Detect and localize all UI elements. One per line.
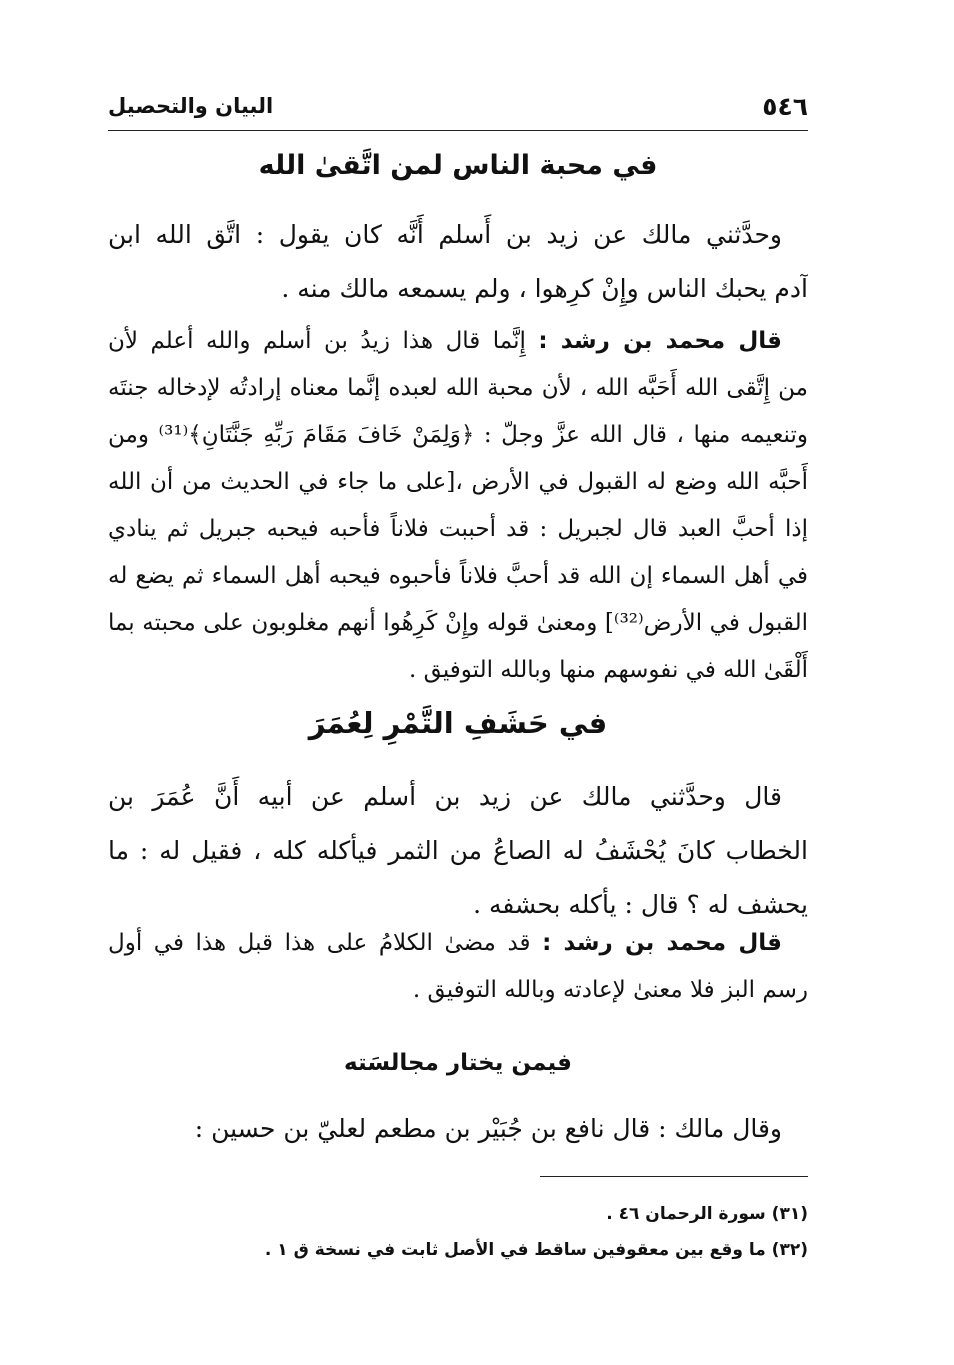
text-line: أَحبَّه الله وضع له القبول في الأرض ،[على ما جاء في الحديث من أن الله bbox=[108, 469, 808, 495]
paragraph bbox=[108, 208, 808, 316]
speaker-label: قال محمد بن رشد : bbox=[542, 930, 782, 956]
text-line bbox=[108, 920, 808, 967]
text-line: أَلْقَىٰ الله في نفوسهم منها وبالله التوفيق . bbox=[409, 657, 808, 683]
section-heading: فيمن يختار مجالسَته bbox=[344, 1050, 572, 1076]
line-text: قد مضىٰ الكلامُ على هذا قبل هذا في أول bbox=[108, 930, 531, 956]
line-text: إِنَّما قال هذا زيدُ بن أسلم والله أعلم لأن bbox=[108, 328, 526, 354]
speaker-label: قال محمد بن رشد : bbox=[538, 328, 782, 354]
footnote: (٣٢) ما وقع بين معقوفين ساقط في الأصل ثابت في نسخة ق ١ . bbox=[264, 1240, 808, 1260]
text-line: وقال مالك : قال نافع بن جُبَيْر بن مطعم لعليّ بن حسين : bbox=[194, 1114, 782, 1143]
text-line: من إِتَّقى الله أَحَبَّه الله ، لأن محبة الله لعبده إنَّما معناه إرادتُه لإدخاله جنتَه bbox=[108, 375, 808, 401]
text-line: وحدَّثني مالك عن زيد بن أَسلم أَنَّه كان يقول : اتَّق الله ابن bbox=[108, 220, 782, 249]
footnote: (٣١) سورة الرحمان ٤٦ . bbox=[606, 1204, 808, 1224]
paragraph bbox=[108, 318, 808, 694]
text-line bbox=[108, 318, 808, 365]
page-number: ٥٤٦ bbox=[762, 92, 808, 121]
text-line: رسم البز فلا معنىٰ لإعادته وبالله التوفيق . bbox=[412, 977, 808, 1003]
text-line: القبول في الأرض⁽³²⁾] ومعنىٰ قوله وإِنْ كَرِهُوا أنهم مغلوبون على محبته بما bbox=[108, 610, 808, 636]
text-line: في أهل السماء إن الله قد أحبَّ فلاناً فأحبوه فيحبه أهل السماء ثم يضع له bbox=[108, 563, 808, 589]
text-line: إذا أحبَّ العبد قال لجبريل : قد أحببت فلاناً فأحبه فيحبه جبريل ثم ينادي bbox=[108, 516, 808, 542]
paragraph bbox=[108, 770, 808, 932]
text-line: الخطاب كانَ يُحْشَفُ له الصاعُ من الثمر فيأكله كله ، فقيل له : ما bbox=[108, 836, 808, 865]
section-heading: في حَشَفِ التَّمْرِ لِعُمَرَ bbox=[308, 706, 608, 740]
footnote-divider bbox=[540, 1176, 808, 1177]
paragraph bbox=[108, 920, 808, 1014]
text-line: قال وحدَّثني مالك عن زيد بن أسلم عن أبيه أَنَّ عُمَرَ بن bbox=[108, 782, 782, 811]
text-line: آدم يحبك الناس وإِنْ كرِهوا ، ولم يسمعه مالك منه . bbox=[281, 274, 808, 303]
text-line: وتنعيمه منها ، قال الله عزَّ وجلّ : ﴿وَلِمَنْ خَافَ مَقَامَ رَبِّهِ جَنَّتَانِ﴾⁽³¹⁾ ومن bbox=[108, 422, 808, 448]
section-heading: في محبة الناس لمن اتَّقىٰ الله bbox=[258, 150, 658, 181]
text-line: يحشف له ؟ قال : يأكله بحشفه . bbox=[473, 890, 808, 919]
running-header bbox=[108, 88, 808, 131]
book-title: البيان والتحصيل bbox=[108, 94, 274, 118]
paragraph bbox=[108, 1102, 808, 1156]
